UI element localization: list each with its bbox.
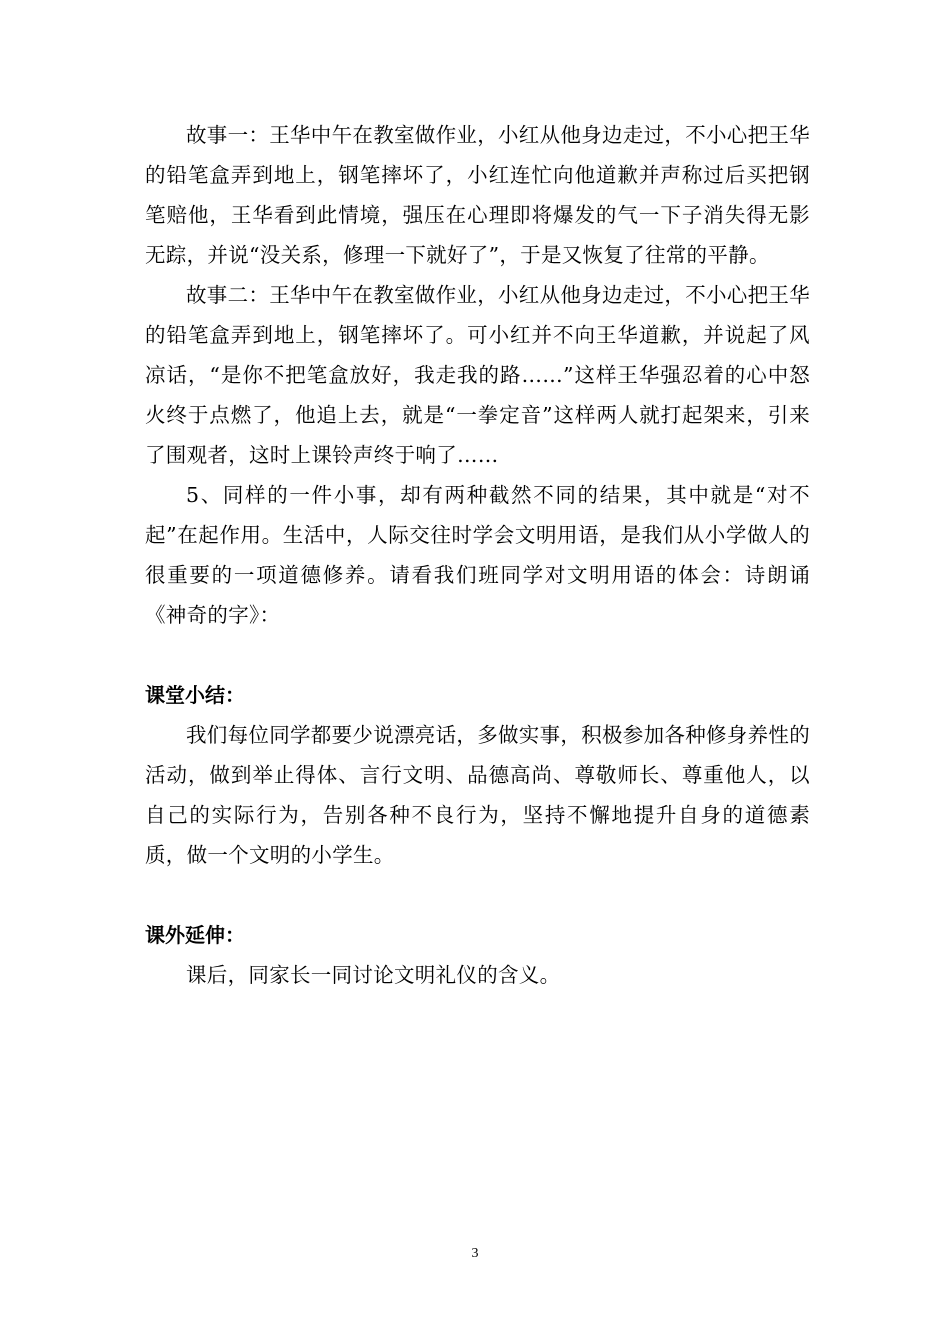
extension-paragraph: 课后，同家长一同讨论文明礼仪的含义。 [186, 963, 561, 987]
page-number: 3 [471, 1246, 479, 1261]
document-body [145, 115, 810, 995]
spacer [145, 635, 810, 675]
story-one-paragraph: 故事一：王华中午在教室做作业，小红从他身边走过，不小心把王华的铅笔盒弄到地上，钢笔摔坏了，小红连忙向他道歉并声称过后买把钢笔赔他，王华看到此情境，强压在心理即将爆发的气一下子消失得无影无踪，并说“没关系，修理一下就好了”，于是又恢复了往常的平静。 [145, 123, 810, 267]
summary-paragraph: 我们每位同学都要少说漂亮话，多做实事，积极参加各种修身养性的活动，做到举止得体、言行文明、品德高尚、尊敬师长、尊重他人，以自己的实际行为，告别各种不良行为，坚持不懈地提升自身的道德素质，做一个文明的小学生。 [145, 723, 810, 867]
spacer [145, 875, 810, 915]
story-two-paragraph: 故事二：王华中午在教室做作业，小红从他身边走过，不小心把王华的铅笔盒弄到地上，钢笔摔坏了。可小红并不向王华道歉，并说起了风凉话，“是你不把笔盒放好，我走我的路……”这样王华强忍着的心中怒火终于点燃了，他追上去，就是“一拳定音”这样两人就打起架来，引来了围观者，这时上课铃声终于响了…… [145, 283, 810, 467]
extension-heading: 课外延伸： [145, 923, 245, 947]
summary-heading: 课堂小结： [145, 683, 245, 707]
point-five-paragraph: 5、同样的一件小事，却有两种截然不同的结果，其中就是“对不起”在起作用。生活中，人际交往时学会文明用语，是我们从小学做人的很重要的一项道德修养。请看我们班同学对文明用语的体会：诗朗诵《神奇的字》： [145, 483, 810, 627]
